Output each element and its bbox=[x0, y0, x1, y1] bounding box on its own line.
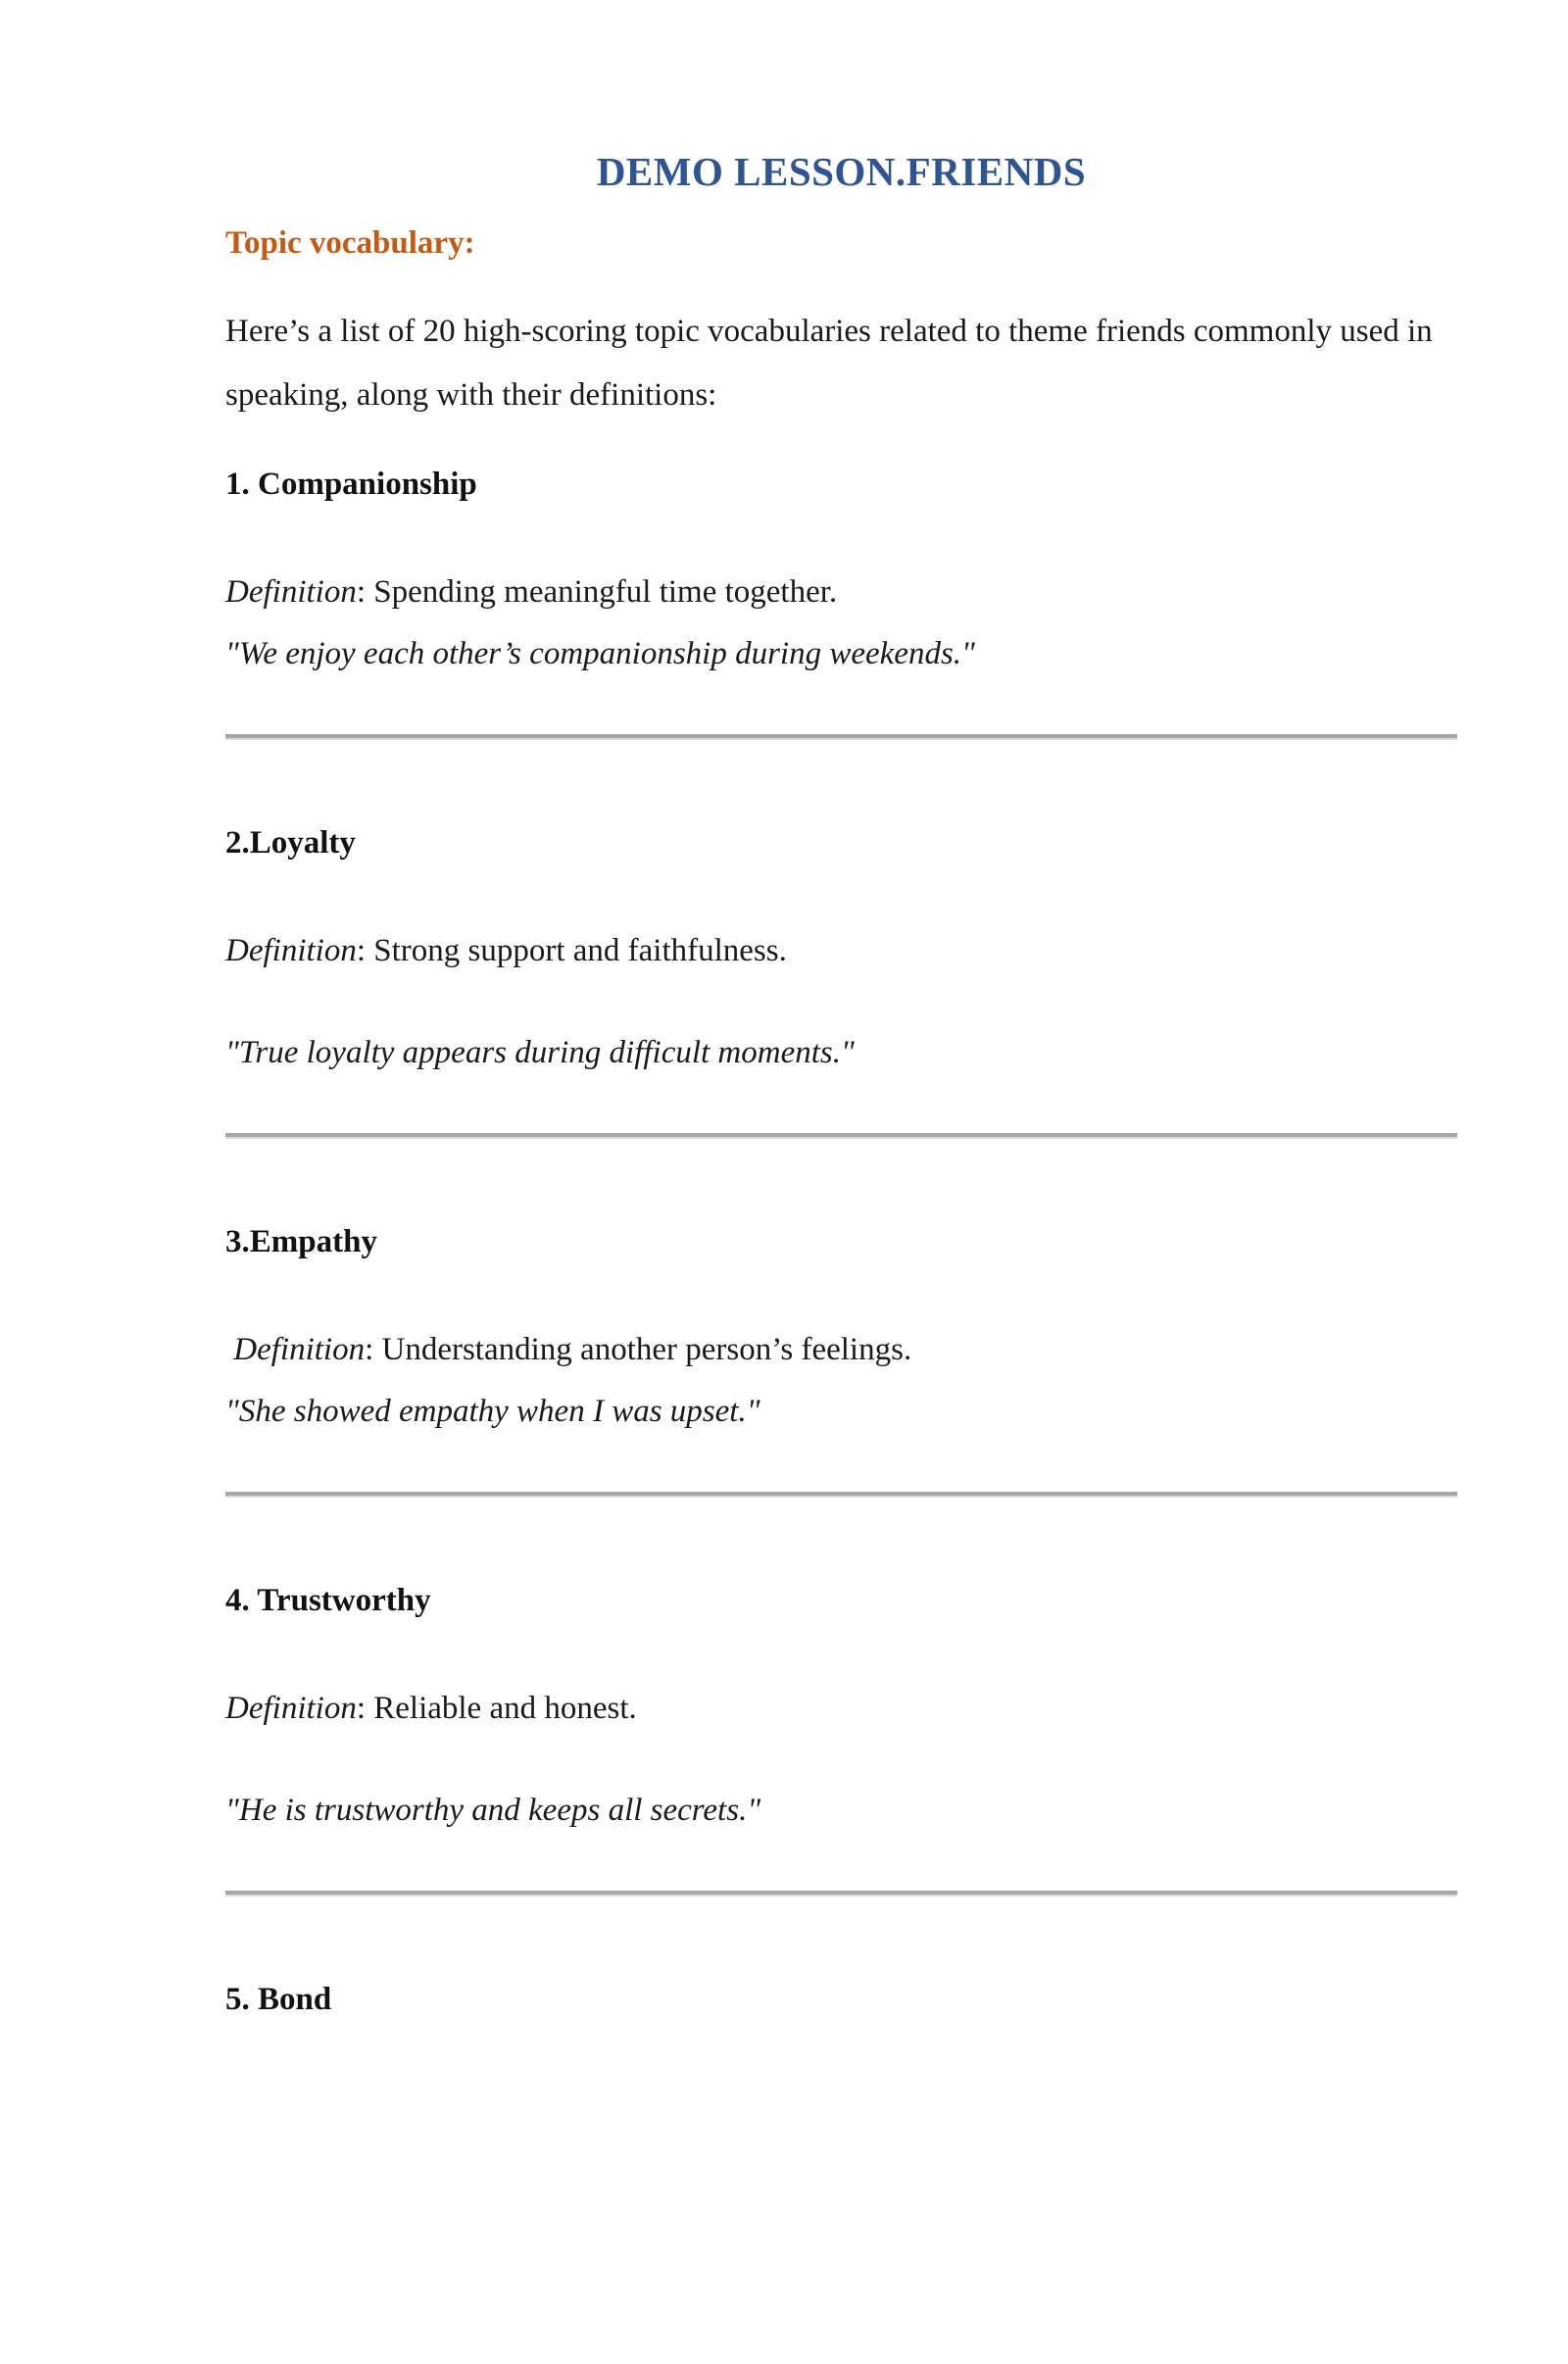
definition-paragraph bbox=[225, 920, 1457, 982]
definition-paragraph bbox=[225, 1678, 1457, 1740]
definition-label: Definition bbox=[225, 574, 357, 610]
definition-paragraph bbox=[225, 562, 1457, 623]
definition-text: : Understanding another person’s feelings. bbox=[365, 1332, 912, 1367]
entry-heading: 5. Bond bbox=[225, 1982, 332, 2017]
vocab-entry-empathy bbox=[225, 1217, 1457, 1498]
definition-label: Definition bbox=[225, 1332, 366, 1367]
section-divider bbox=[225, 1492, 1457, 1498]
section-divider bbox=[225, 1891, 1457, 1896]
vocab-entry-companionship bbox=[225, 460, 1457, 740]
definition-text: : Strong support and faithfulness. bbox=[356, 933, 787, 968]
entry-heading: 4. Trustworthy bbox=[225, 1583, 431, 1618]
definition-text: : Reliable and honest. bbox=[356, 1691, 637, 1726]
example-sentence: "He is trustworthy and keeps all secrets." bbox=[225, 1793, 761, 1828]
entry-heading: 2.Loyalty bbox=[225, 825, 356, 861]
topic-vocabulary-label: Topic vocabulary: bbox=[225, 225, 475, 261]
definition-label: Definition bbox=[225, 1691, 357, 1726]
document-page bbox=[0, 147, 1568, 2364]
vocab-entry-bond bbox=[225, 1975, 1457, 2024]
definition-label: Definition bbox=[225, 933, 357, 968]
entry-heading: 3.Empathy bbox=[225, 1224, 377, 1259]
definition-text: : Spending meaningful time together. bbox=[356, 574, 838, 610]
document-title: DEMO LESSON.FRIENDS bbox=[596, 149, 1087, 194]
example-sentence: "We enjoy each other’s companionship during weekends." bbox=[225, 636, 975, 671]
intro-paragraph: Here’s a list of 20 high-scoring topic vocabularies related to theme friends commonly used in speaking, along with their definitions: bbox=[225, 314, 1433, 413]
vocab-entry-loyalty bbox=[225, 818, 1457, 1139]
definition-paragraph bbox=[225, 1319, 1457, 1381]
example-sentence: "She showed empathy when I was upset." bbox=[225, 1394, 760, 1429]
example-sentence: "True loyalty appears during difficult moments." bbox=[225, 1035, 855, 1070]
vocabulary-list bbox=[225, 460, 1457, 2024]
section-divider bbox=[225, 734, 1457, 740]
vocab-entry-trustworthy bbox=[225, 1576, 1457, 1896]
section-divider bbox=[225, 1133, 1457, 1139]
entry-heading: 1. Companionship bbox=[225, 467, 477, 502]
